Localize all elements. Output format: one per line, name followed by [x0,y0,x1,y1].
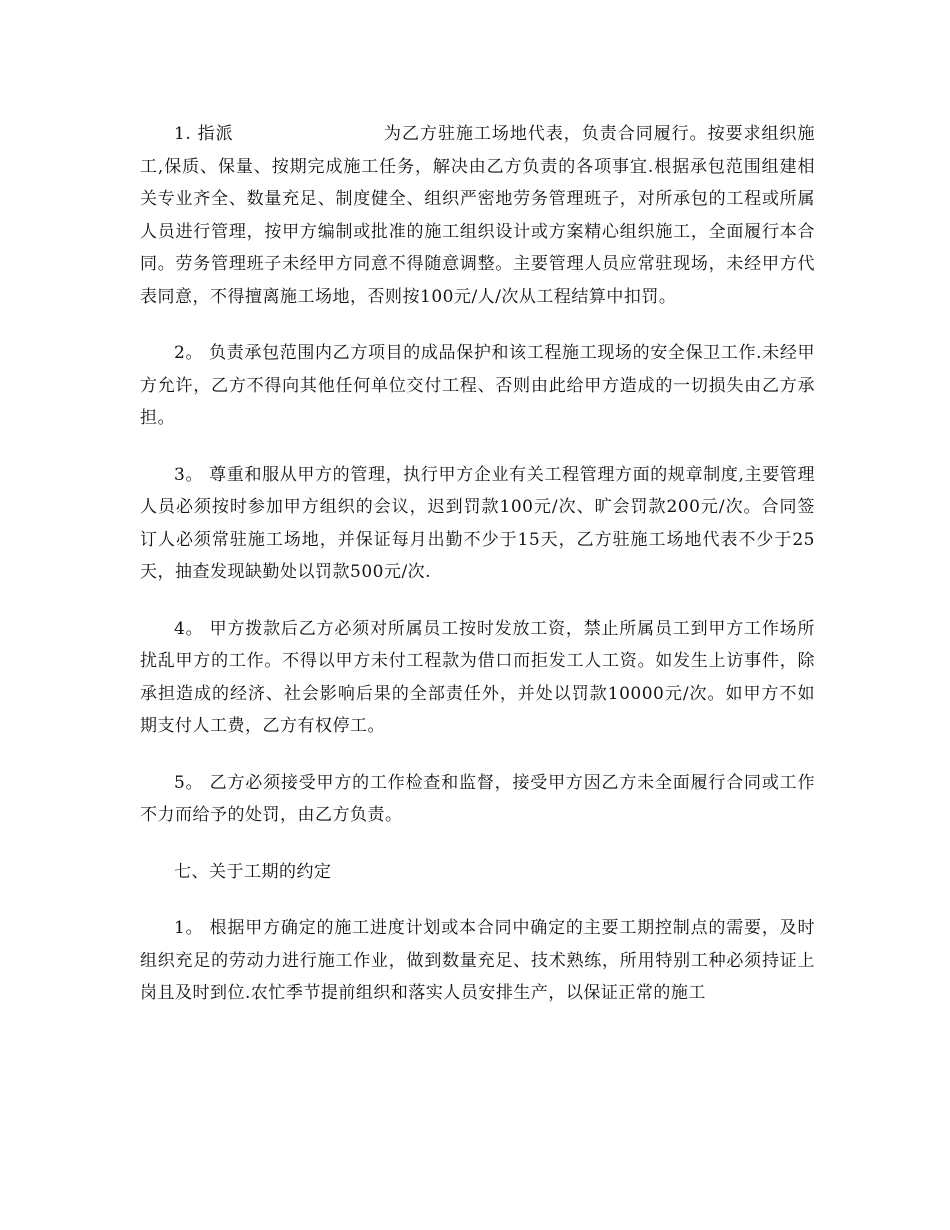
schedule-clause-1: 1。 根据甲方确定的施工进度计划或本合同中确定的主要工期控制点的需要，及时组织充足的劳动力进行施工作业，做到数量充足、技术熟练，所用特别工种必须持证上岗且及时到位.农忙季节提前组织和落实人员安排生产，以保证正常的施工 [140,918,815,1003]
clause-1-text: 为乙方驻施工场地代表，负责合同履行。按要求组织施工,保质、保量、按期完成施工任务，解决由乙方负责的各项事宜.根据承包范围组建相关专业齐全、数量充足、制度健全、组织严密地劳务管理班子，对所承包的工程或所属人员进行管理，按甲方编制或批准的施工组织设计或方案精心组织施工，全面履行本合同。劳务管理班子未经甲方同意不得随意调整。主要管理人员应常驻现场，未经甲方代表同意，不得擅离施工场地，否则按100元/人/次从工程结算中扣罚。 [140,124,816,307]
clause-paragraph-2: 2。 负责承包范围内乙方项目的成品保护和该工程施工现场的安全保卫工作.未经甲方允许，乙方不得向其他任何单位交付工程、否则由此给甲方造成的一切损失由乙方承担。 [140,343,815,428]
clause-paragraph-4: 4。 甲方拨款后乙方必须对所属员工按时发放工资，禁止所属员工到甲方工作场所扰乱甲方的工作。不得以甲方未付工程款为借口而拒发工人工资。如发生上访事件，除承担造成的经济、社会影响后果的全部责任外，并处以罚款10000元/次。如甲方不如期支付人工费，乙方有权停工。 [140,618,815,736]
document-body [140,118,815,1034]
section-heading-schedule: 七、关于工期的约定 [174,861,332,882]
clause-paragraph-1 [140,118,815,313]
clause-1-number: 1. 指派 [174,124,234,144]
clause-paragraph-3: 3。 尊重和服从甲方的管理，执行甲方企业有关工程管理方面的规章制度,主要管理人员必须按时参加甲方组织的会议，迟到罚款100元/次、旷会罚款200元/次。合同签订人必须常驻施工场地，并保证每月出勤不少于15天，乙方驻施工场地代表不少于25天，抽查发现缺勤处以罚款500元/次. [140,464,815,582]
clause-paragraph-5: 5。 乙方必须接受甲方的工作检查和监督，接受甲方因乙方未全面履行合同或工作不力而给予的处罚，由乙方负责。 [140,772,815,825]
